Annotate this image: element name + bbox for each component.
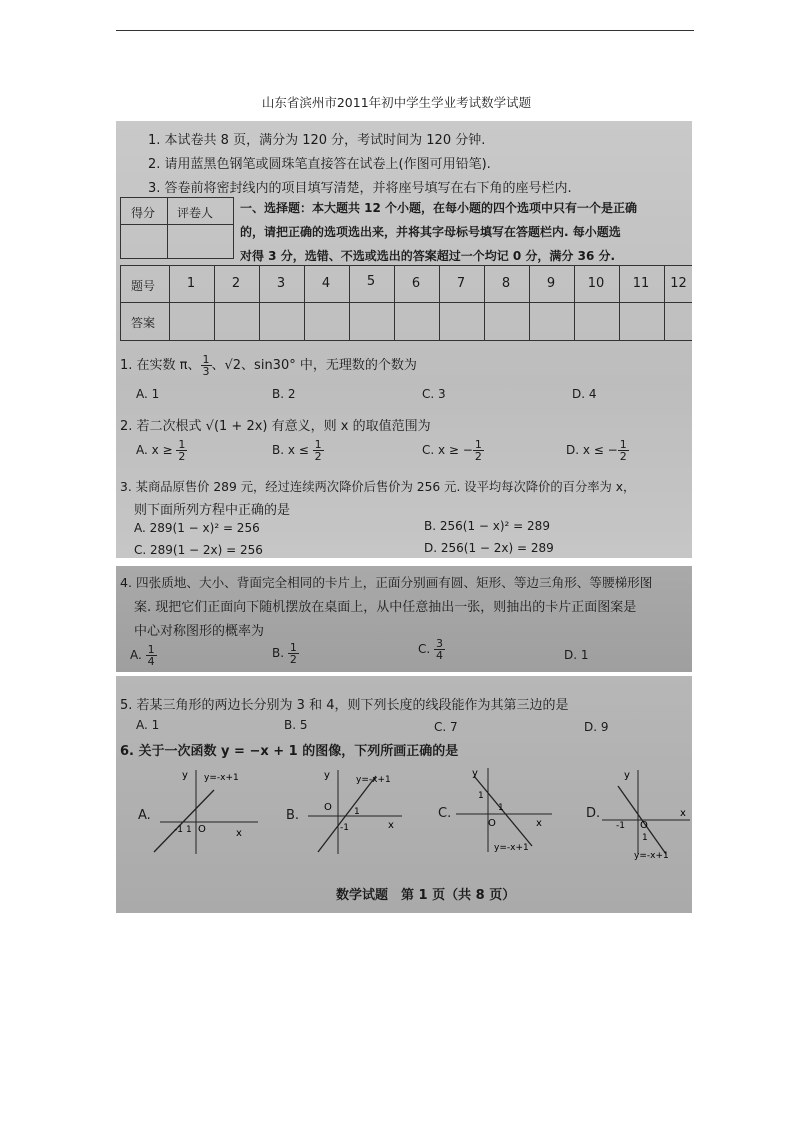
graph-option-a <box>152 766 262 856</box>
question-number-cell: 6 <box>411 276 421 291</box>
q5-stem: 5. 若某三角形的两边长分别为 3 和 4，则下列长度的线段能作为其第三边的是 <box>120 698 569 713</box>
question-number-cell: 8 <box>501 276 511 291</box>
axis-y-label: y <box>182 770 188 781</box>
q6-option-c-letter: C. <box>438 806 452 821</box>
axis-x-label: x <box>388 820 394 831</box>
q6-stem: 6. 关于一次函数 y = −x + 1 的图像，下列所画正确的是 <box>120 744 459 759</box>
q4-option-d: D. 1 <box>564 648 589 662</box>
section-instructions: 对得 3 分，选错、不选或选出的答案超过一个均记 0 分，满分 36 分. <box>240 249 616 263</box>
function-label: y=-x+1 <box>204 773 239 783</box>
axis-x-label: x <box>536 818 542 829</box>
graph-option-c <box>452 764 562 856</box>
q1-option-d: D. 4 <box>572 387 597 401</box>
note-line: 3. 答卷前将密封线内的项目填写清楚，并将座号填写在右下角的座号栏内. <box>148 181 572 196</box>
section-instructions: 的，请把正确的选项选出来，并将其字母标号填写在答题栏内. 每小题选 <box>240 225 621 239</box>
question-number-cell: 5 <box>366 274 376 289</box>
tick-label: -1 <box>616 821 625 831</box>
origin-label: O <box>324 802 332 813</box>
score-label: 得分 <box>131 206 156 220</box>
tick-label: 1 <box>354 807 360 817</box>
q2-option-d: D. x ≤ − $\frac{1}{2}$ <box>566 438 627 463</box>
q1-option-a: A. 1 <box>136 387 160 401</box>
q5-option-b: B. 5 <box>284 718 308 732</box>
q3-option-a: A. 289(1 − x)² = 256 <box>134 521 260 535</box>
question-number-cell: 11 <box>632 276 650 291</box>
axis-y-label: y <box>624 770 630 781</box>
tick-label: 1 <box>642 833 648 843</box>
q4-stem-line: 中心对称图形的概率为 <box>134 624 265 639</box>
fraction: $\frac{1}{3}$ <box>202 353 210 378</box>
q4-option-b: B. $\frac{1}{2}$ <box>272 641 297 666</box>
function-label: y=-x+1 <box>494 843 529 853</box>
function-label: y=-x+1 <box>356 775 391 785</box>
axis-y-label: y <box>472 768 478 779</box>
q4-stem-line: 案. 现把它们正面向下随机摆放在桌面上，从中任意抽出一张，则抽出的卡片正面图案是 <box>134 600 637 615</box>
graph-option-b <box>300 766 410 856</box>
axis-x-label: x <box>680 808 686 819</box>
q2-option-b: B. x ≤ $\frac{1}{2}$ <box>272 438 322 463</box>
q6-option-a-letter: A. <box>138 808 151 823</box>
question-number-cell: 1 <box>186 276 196 291</box>
origin-label: O <box>488 818 496 829</box>
q1-option-b: B. 2 <box>272 387 296 401</box>
top-rule <box>116 30 694 31</box>
q2-option-c: C. x ≥ − $\frac{1}{2}$ <box>422 438 482 463</box>
q2-option-a: A. x ≥ $\frac{1}{2}$ <box>136 438 186 463</box>
question-number-cell: 10 <box>587 276 605 291</box>
q6-option-d-letter: D. <box>586 806 601 821</box>
photo-panel-3 <box>116 676 692 913</box>
tick-label: -1 <box>174 825 183 835</box>
page-footer: 数学试题 第 1 页（共 8 页） <box>336 888 516 903</box>
q1-stem <box>120 354 417 377</box>
note-line: 1. 本试卷共 8 页，满分为 120 分，考试时间为 120 分钟. <box>148 133 486 148</box>
q3-stem-line1: 3. 某商品原售价 289 元，经过连续两次降价后售价为 256 元. 设平均每次降价的百分率为 x， <box>120 480 636 494</box>
grader-label: 评卷人 <box>177 206 214 220</box>
q1-stem-part: 1. 在实数 π、 <box>120 358 201 373</box>
q5-option-a: A. 1 <box>136 718 160 732</box>
tick-label: -1 <box>340 823 349 833</box>
graph-option-d <box>602 764 692 860</box>
q2-stem: 2. 若二次根式 √(1 + 2x) 有意义，则 x 的取值范围为 <box>120 419 431 434</box>
q1-stem-part: 、√2、sin30° 中，无理数的个数为 <box>211 358 417 373</box>
row-label-answer: 答案 <box>131 316 156 330</box>
function-label: y=-x+1 <box>634 851 669 860</box>
section-instructions: 一、选择题：本大题共 12 个小题，在每小题的四个选项中只有一个是正确 <box>240 201 638 215</box>
q4-option-a: A. $\frac{1}{4}$ <box>130 643 155 668</box>
q1-option-c: C. 3 <box>422 387 446 401</box>
q6-option-b-letter: B. <box>286 808 300 823</box>
q5-option-c: C. 7 <box>434 720 458 734</box>
question-number-cell: 9 <box>546 276 556 291</box>
axis-y-label: y <box>324 770 330 781</box>
q4-option-c: C. $\frac{3}{4}$ <box>418 637 444 662</box>
note-line: 2. 请用蓝黑色钢笔或圆珠笔直接答在试卷上(作图可用铅笔). <box>148 157 491 172</box>
document-title: 山东省滨州市2011年初中学生学业考试数学试题 <box>261 95 532 110</box>
photo-panel-2 <box>116 566 692 672</box>
row-label-number: 题号 <box>131 279 156 293</box>
question-number-cell: 2 <box>231 276 241 291</box>
q3-stem-line2: 则下面所列方程中正确的是 <box>134 503 291 518</box>
q5-option-d: D. 9 <box>584 720 609 734</box>
q3-option-c: C. 289(1 − 2x) = 256 <box>134 543 263 557</box>
question-number-cell: 4 <box>321 276 331 291</box>
origin-label: O <box>640 820 648 831</box>
question-number-cell: 7 <box>456 276 466 291</box>
photo-panel-1 <box>116 121 692 558</box>
q3-option-b: B. 256(1 − x)² = 289 <box>424 519 550 533</box>
answer-table <box>120 265 692 341</box>
tick-label: 1 <box>186 825 192 835</box>
origin-label: O <box>198 824 206 835</box>
tick-label: 1 <box>498 803 504 813</box>
q4-stem-line: 4. 四张质地、大小、背面完全相同的卡片上，正面分别画有圆、矩形、等边三角形、等腰梯形图 <box>120 575 653 590</box>
axis-x-label: x <box>236 828 242 839</box>
question-number-cell: 3 <box>276 276 286 291</box>
tick-label: 1 <box>478 791 484 801</box>
q3-option-d: D. 256(1 − 2x) = 289 <box>424 541 554 555</box>
question-number-cell: 12 <box>670 276 687 291</box>
score-box <box>120 197 234 259</box>
